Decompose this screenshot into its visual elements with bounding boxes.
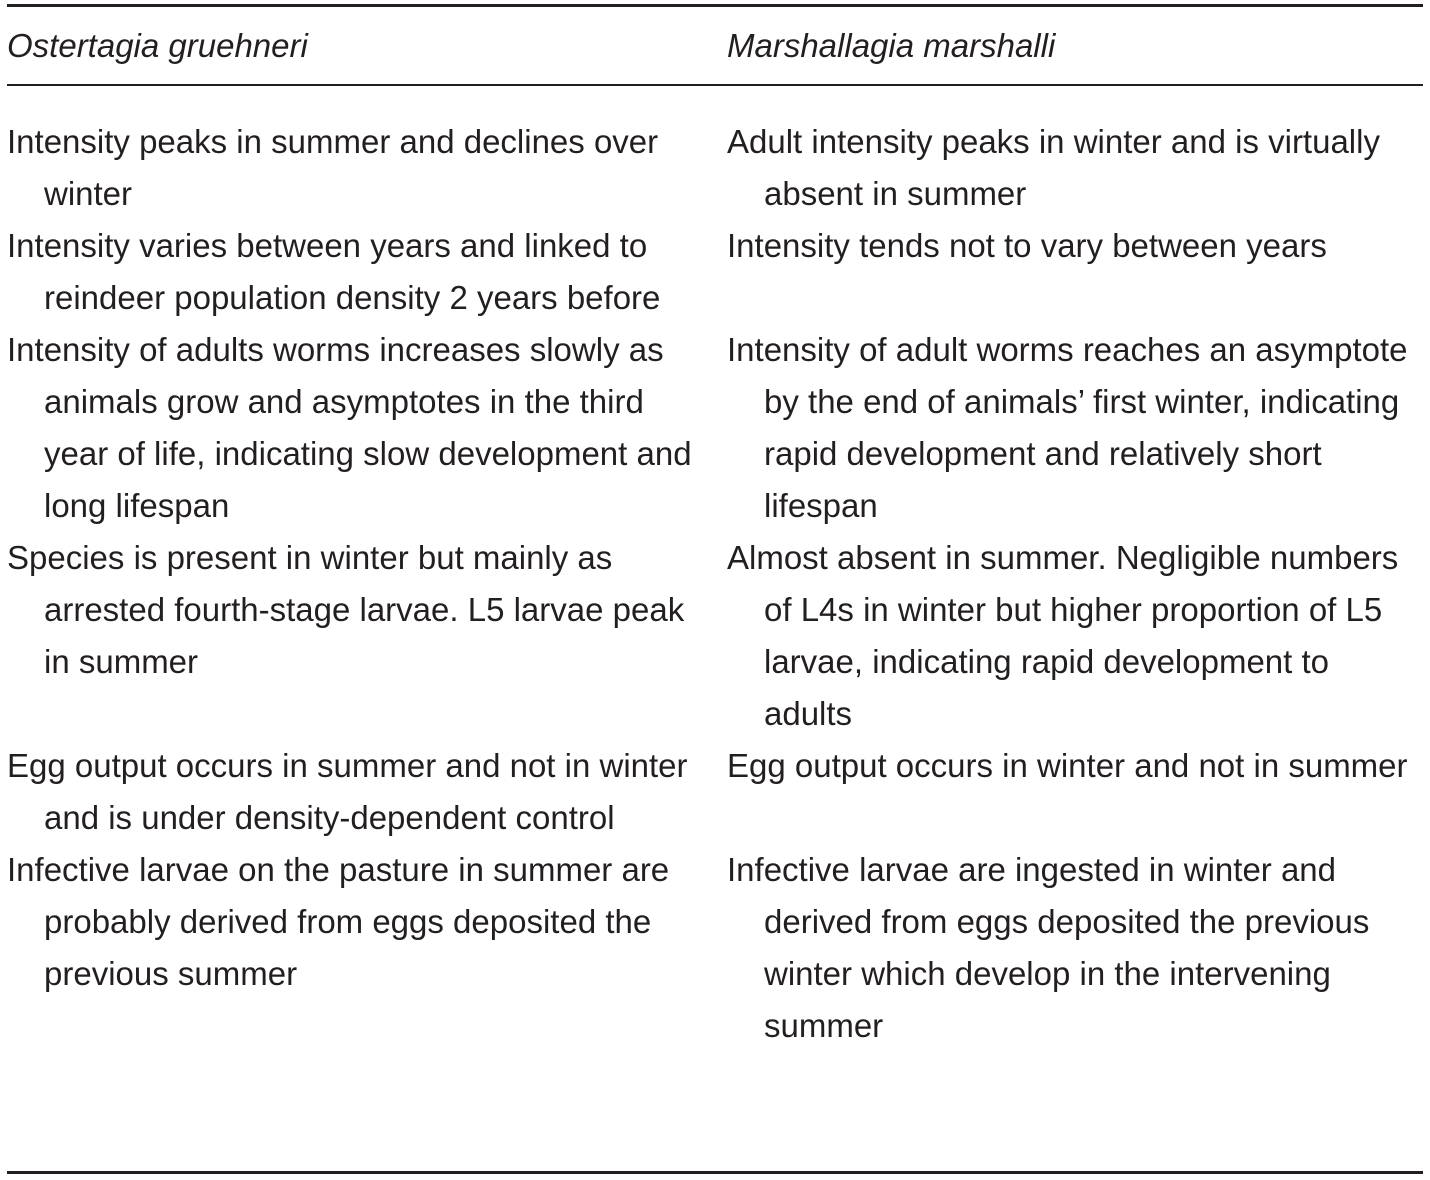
header-marshallagia: Marshallagia marshalli — [727, 26, 1056, 64]
cell-marshallagia: Adult intensity peaks in winter and is virtually absent in summer — [727, 123, 1380, 212]
cell-marshallagia: Intensity tends not to vary between years — [727, 227, 1327, 264]
cell-marshallagia: Egg output occurs in winter and not in summer — [727, 747, 1408, 784]
table-header — [7, 7, 1423, 84]
cell-ostertagia: Egg output occurs in summer and not in winter and is under density-dependent control — [7, 747, 688, 836]
cell-marshallagia: Almost absent in summer. Negligible numbers of L4s in winter but higher proportion of L5 larvae, indicating rapid development to adults — [727, 539, 1399, 732]
cell-marshallagia: Infective larvae are ingested in winter and derived from eggs deposited the previous winter which develop in the intervening summer — [727, 851, 1370, 1044]
table-row — [7, 324, 1423, 532]
cell-ostertagia: Intensity varies between years and linked to reindeer population density 2 years before — [7, 227, 661, 316]
table-row — [7, 220, 1423, 324]
table-body — [7, 86, 1423, 1052]
cell-marshallagia: Intensity of adult worms reaches an asymptote by the end of animals’ first winter, indicating rapid development and relatively short lifespan — [727, 331, 1408, 524]
cell-ostertagia: Intensity peaks in summer and declines over winter — [7, 123, 659, 212]
table-row — [7, 116, 1423, 220]
table-row — [7, 844, 1423, 1052]
header-ostertagia: Ostertagia gruehneri — [7, 26, 308, 64]
cell-ostertagia: Intensity of adults worms increases slowly as animals grow and asymptotes in the third year of life, indicating slow development and long lifespan — [7, 331, 692, 524]
table-row — [7, 532, 1423, 740]
table-bottom-rule — [7, 1171, 1423, 1174]
table-row — [7, 740, 1423, 844]
cell-ostertagia: Species is present in winter but mainly as arrested fourth-stage larvae. L5 larvae peak in summer — [7, 539, 685, 680]
comparison-table — [7, 4, 1423, 1052]
cell-ostertagia: Infective larvae on the pasture in summer are probably derived from eggs deposited the previous summer — [7, 851, 670, 992]
